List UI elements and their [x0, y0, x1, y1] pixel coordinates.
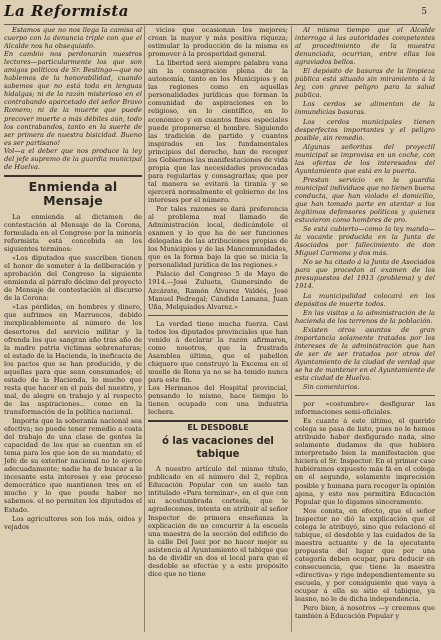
article-paragraph: Importa que la soberanía nacional sea efectiva; no puede tener remedio a costa del trabajo de una clase de gentes la capacidad de los que se cuentan en el tema para los que son de su mandato; el Jefe de su exterior nacional no lo ejerce adecuadamente; nadie ha de buscar a la incesante esta intereses y ese proceso democrático que mantienen tres en el mucho y lo que puede haber no sabemos. el no permiten los diputados el Estado. — [4, 417, 142, 514]
article-paragraph: Los agricultores son los más, oidos y vejados — [4, 514, 142, 531]
section-divider — [4, 175, 142, 177]
section-headline: ó las vacaciones del tabique — [162, 434, 274, 461]
article-paragraph: Nos consta, en efecto, que el señor Inspector no dió la explicación que el colega le atribuyó, sino que relacionó el tabique, el desdoble y las cuidados de la maestra actuante y de la ejecutante propuesta del lugar que por una categoría deben ocupar, para deducir en consecuencia, que tiene la maestra «directiva» y rige independientemente su escuela, y por consiguiente que vaya a ocupar á ella su sitio el tabique, ya leasno, no le de dicha independencia. — [295, 506, 435, 604]
article-headline-enmienda: Enmienda al Mensaje — [28, 178, 118, 208]
section-divider — [295, 395, 435, 396]
article-paragraph: La verdad tiene mucha fuerza. Casi todos los diputados provinciales que han venido á declarar la razón afirmaron, como nosotros, que la frustrada Asamblea última, que el pabellón chiquero que construyó la Excema en el muelle de Rona ya no se ha tenido nunca para este fin. Los Hermanos del Hospital provincial, pensando lo mismo, hace tiempo lo tienen ocupado con una industria lechera. — [148, 319, 288, 417]
article-paragraph: Pero bien, á nosotros —y creemos que también á Educación Popular y — [295, 604, 435, 621]
italic-paragraph: La municipalidad colocará en los depósitos de muerte todos. — [295, 291, 435, 308]
article-paragraph: La enmienda al dictamen de contestación al Mensaje de la Corona, formulada en el Congreso por la minoría reformista está concebida en los siguientes términos: — [4, 212, 142, 254]
article-paragraph: Es cuanto á este último, el querido colega se pasa de listo, pues no le hemos atribuido haber desfigurado nada, sino solamente dudamos de que hubiera interpretado bien la manifestación que hiciera el Sr. Inspector. En el primer caso hubiéramos expuesto más fá en el colega en el segundo, solamente imprecisión posible y humana para recoger la opinión ajena, y esto nos permitirá Educación Popular que lo digamos sinceramente. — [295, 417, 435, 506]
italic-paragraph: Algunas señoritas del proyectil municipal se improvisa en un coche, con las ofertas de los interesados del Ayuntamiento que está en la puerta. — [295, 142, 435, 175]
section-divider — [148, 315, 288, 316]
italic-paragraph: Existen otros asuntos de gran importancia solamente tratados por los intereses de la administración que han de ser de ser tratados por otros del Ayuntamiento de la ciudad de verdad que se ha de mantener en el Ayuntamiento de esta ciudad de Huelva. — [295, 325, 435, 382]
column-middle — [148, 26, 288, 632]
intro-italic-text: Estamos que no nos llega la camisa al cuerpo con la denuncia triple con que el Alcalde nos ha obsequiado. En cambio nos perdonarán nuestros lectores—particularmente los que son amigos políticos de Sr. Bestingo—que no hablemos de la honorabilidad, cuando sabemos que no está toda en lenguas hidalgas; ni de la razón misterioso en el contrabando aparcetado del señor Bravo Romero; ni de la muerte que puede precover muerte a más débiles aún, todo los contrabandos, tanto en la suerte de ser primera de nuestra bisicidad. Bueno es ser partisano! Vol—a el deber que nos produce la ley del jefe supremo de la guardia municipal de Huelva. — [4, 26, 142, 171]
italic-paragraph: Los cerdos se alimentan de la inmundicias basuras. — [295, 100, 435, 117]
article-paragraph: por «costumbre» desfigurar las informaciones semi-oficiales. — [295, 400, 435, 417]
column-rule-1 — [144, 26, 145, 632]
masthead — [4, 2, 429, 25]
column-right — [295, 26, 435, 632]
italic-paragraph: Sin comentarios. — [303, 383, 360, 392]
article-paragraph: La libertad será siempre palabra vana sin la consagración plena de la autonomía, tanto en los Municipios y en las regiones como en aquellas personalidades jurídicas que forman la comunidad de aspiraciones en lo religioso, en lo científico, en lo económico y en cuantos fines especiales puede proponerse el hombre. Siguiendo las tradición de partido y cuantos inspirados en los fundamentales principios del derecho, han de recoger los Gobiernos las manifestaciones de vida propia que las necesidades provocadas para regularlas y consagrarlas; que por tal manera se evitará la tiranía y se ejercerá normalmente el gobierno de los intereses por el número. — [148, 59, 288, 204]
page-number: 5 — [421, 7, 427, 17]
article-paragraph: «Las pérdidas, en hombres y dinero, que sufrimos en Marruecos, debido inexplicablemente al número de los desertores del servicio militar y la ofrenda los que sangran año tras año de la madre patria victimas sobrenaturas; el estado de la Hacienda, la ineficacia de los pactos que se han producido, y de aquellas para que sean consumados; el estado de la Hacienda, lo mucho que resta que hacer en el país del nuestro, y mal, de alegre en trabajo y al respecto de las aspiraciones... como en la transformación de la política nacional. — [4, 303, 142, 416]
italic-paragraph: Se está cubierto—como la ley manda—la vacante producida en la Junta de Asociados por fallecimiento de don Miguel Carmona y dos más. — [295, 225, 435, 258]
article-paragraph: Palacio del Congreso 5 de Mayo de 1914.—José Zulueta, Gumersindo de Azcárate, Ramón Álvarez Valdés, José Manuel Pedregal; Cándido Lamana, Juan Uña, Melquiades Alvarez.» — [148, 270, 288, 311]
article-paragraph: vicios que ocasionan los mejores; crean la mayor y más positiva riqueza; estimular la producción de la misma es promover á la prosperidad general. — [148, 26, 288, 59]
italic-paragraph: Prestan servicio en la guardia municipal individuos que no tienen buena conducta, que han violado el domicilio, que han tomado parte en atentar a los legítimos defensores políticos y quienes estuvieron como hombres de pro. — [295, 175, 435, 225]
newspaper-title: La Reformista — [4, 2, 130, 20]
italic-paragraph: Al mismo tiempo que el Alcalde interroga á las autoridades competentes al procedimiento de la muestra denunciada, ocurrian, entre ellas los agraviados bellos. — [295, 26, 435, 67]
column-rule-2 — [291, 26, 292, 632]
article-paragraph: «Los diputados que suscriben tienen el honor de someter á la deliberación y aprobación del Congreso la siguiente enmienda al párrafo décimo del proyecto de Mensaje de contestación al discurso de la Corona: — [4, 254, 142, 303]
italic-paragraph: En las visitas a la administración de la hacienda de los terrenos de la población. — [295, 308, 435, 325]
italic-paragraph: No se ha citado á la Junta de Asociados para que procedan al examen de los presupuestos del 1913 (problema) y del 1914. — [295, 258, 435, 291]
column-left — [4, 26, 142, 632]
italic-paragraph: Los cerdos municipales tienen desperfectos importantes y el peligro posible, sin remedio. — [295, 117, 435, 142]
article-paragraph: Por tales razones se dará preferencia al problema mal llamado de Administración local, dedicándole el examen y lo que ha de ser funciones delegadas de las atribuciones propias de los Municipios y de las Mancomunidades, que es la forma bajo la que se inicia la personalidad jurídica de las regiones.» — [148, 205, 288, 270]
italic-paragraph: El depósito de basuras de la limpieza pública está situado sin miramiento á la ley, con grave peligro para la salud pública. — [295, 67, 435, 100]
section-divider — [148, 420, 288, 422]
section-kicker: EL DESDOBLE — [187, 423, 249, 433]
article-paragraph: A nuestro artículo del mismo título, publicado en el número del 2, replica Educación Popular con un suelo tan intitulado «Para terminar», en el que con su acostumbrada cortesía, que le agradecemos, intenta en atribuir al señor Inspector de primera enseñanza la explicación de no concurrir á la escuela una maestra de la sección del edificio de la calle Del Juez por no hacer mejor su asistencia al Ayuntamiento el tabique que ha de dividir en dos el local para que el desdoble se efectúe y a este propósito dice que no tiene — [148, 465, 288, 578]
